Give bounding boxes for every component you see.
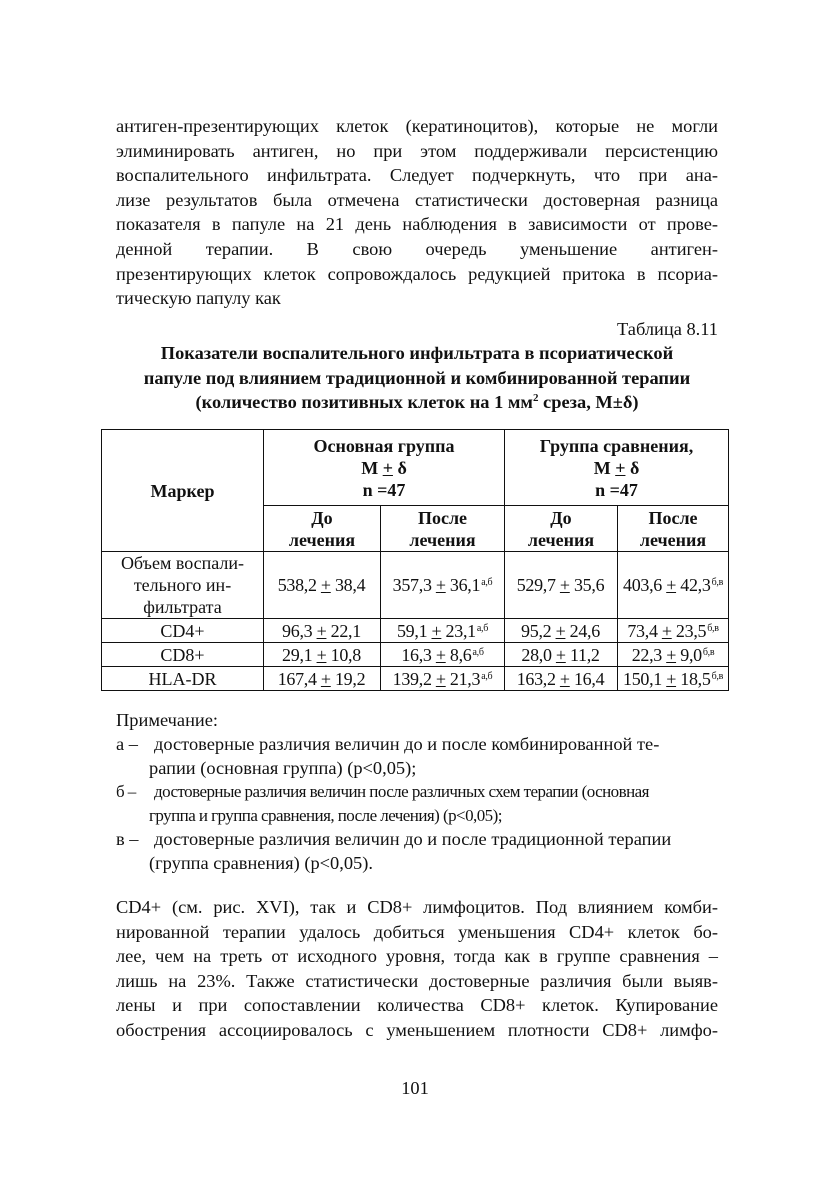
plus-minus: +: [555, 620, 566, 641]
paragraph-line: нированной терапии удалось добиться уменьшения CD4+ клеток бо-: [116, 921, 718, 942]
deviation-value: 24,6: [565, 620, 600, 641]
table-row: [102, 643, 729, 667]
paragraph-line: показателя в папуле на 21 день наблюдения в зависимости от прове-: [116, 214, 718, 235]
subheader-line: До: [311, 507, 333, 528]
group2-before-header: [505, 506, 618, 552]
table-title-text: (количество позитивных клеток на 1 мм: [195, 392, 533, 413]
mean-value: 167,4: [277, 668, 321, 689]
mean-value: 73,4: [627, 620, 662, 641]
table-notes: [116, 709, 720, 876]
top-paragraph: [116, 114, 718, 311]
paragraph-line: лизе результатов была отмечена статистически достоверная разница: [116, 189, 718, 210]
value-cell: [505, 619, 618, 643]
table-row: [102, 552, 729, 619]
deviation-value: 42,3: [676, 575, 711, 595]
note-letter: б –: [116, 782, 136, 802]
group2-stat: [505, 457, 728, 479]
subheader-line: лечения: [639, 529, 707, 550]
plus-minus: +: [431, 620, 442, 641]
group1-before-header: [264, 506, 381, 552]
note-text: достоверные различия величин после различных схем терапии (основная: [154, 782, 649, 802]
value-cell: [264, 643, 381, 667]
deviation-value: 19,2: [330, 668, 366, 689]
significance-mark: б,в: [711, 577, 723, 588]
note-text: достоверные различия величин до и после традиционной терапии: [154, 828, 672, 849]
deviation-value: 16,4: [569, 668, 605, 689]
plus-minus: +: [316, 644, 327, 665]
plus-minus: +: [559, 668, 570, 689]
group1-header: [264, 430, 505, 506]
notes-heading: Примечание:: [116, 710, 219, 730]
paragraph-line: лее, чем на треть от исходного уровня, тогда как в группе сравнения –: [116, 946, 718, 967]
stat-text: δ: [392, 457, 407, 478]
stat-text: M: [593, 457, 616, 478]
plus-minus: +: [320, 668, 331, 689]
value-cell: [381, 643, 505, 667]
note-text: рапии (основная группа) (p<0,05);: [149, 757, 417, 778]
results-table: [101, 429, 729, 691]
value-cell: [381, 552, 505, 619]
deviation-value: 22,1: [326, 620, 361, 641]
significance-mark: а,б: [472, 646, 484, 658]
marker-line: тельного ин-: [133, 575, 232, 595]
value-cell: [381, 619, 505, 643]
mean-value: 357,3: [392, 575, 436, 595]
mean-value: 529,7: [516, 575, 560, 595]
mean-value: 28,0: [521, 644, 556, 665]
mean-value: 96,3: [282, 620, 317, 641]
value-cell: [505, 667, 618, 691]
paragraph-line: лишь на 23%. Также статистически достоверные различия были выяв-: [116, 970, 718, 991]
group1-after-header: [381, 506, 505, 552]
plus-minus: +: [666, 668, 677, 689]
mean-value: 95,2: [521, 620, 556, 641]
deviation-value: 18,5: [676, 668, 711, 689]
plus-minus: +: [382, 457, 393, 478]
paragraph-line: воспалительного инфильтрата. Следует подчеркнуть, что при ана-: [116, 165, 718, 186]
group1-name: Основная группа: [313, 435, 455, 456]
note-text: достоверные различия величин до и после комбинированной те-: [154, 733, 660, 754]
paragraph-line: презентирующих клеток сопровождалось редукцией притока в псориа-: [116, 263, 718, 284]
plus-minus: +: [559, 575, 570, 595]
table-row: [102, 619, 729, 643]
mean-value: 59,1: [396, 620, 432, 641]
group2-name: Группа сравнения,: [539, 435, 694, 456]
mean-value: 538,2: [277, 575, 321, 595]
table-title-line: [116, 390, 718, 415]
bottom-paragraph: [116, 895, 718, 1043]
deviation-value: 10,8: [326, 644, 361, 665]
marker-cell: CD8+: [102, 643, 264, 667]
group2-header: [505, 430, 729, 506]
paragraph-line: обострения ассоциировалось с уменьшением плотности CD8+ лимфо-: [116, 1019, 718, 1040]
deviation-value: 36,1: [445, 575, 481, 595]
value-cell: [618, 643, 729, 667]
mean-value: 29,1: [282, 644, 317, 665]
significance-mark: а,б: [476, 622, 489, 634]
page-number: 101: [401, 1078, 429, 1098]
value-cell: [618, 667, 729, 691]
value-cell: [264, 667, 381, 691]
table-title: [116, 341, 718, 415]
note-item: [116, 780, 720, 804]
deviation-value: 8,6: [445, 644, 472, 665]
significance-mark: б,в: [711, 670, 723, 682]
value-cell: [505, 643, 618, 667]
plus-minus: +: [555, 644, 566, 665]
header-row: [102, 430, 729, 506]
marker-line: фильтрата: [143, 597, 222, 617]
plus-minus: +: [666, 644, 677, 665]
plus-minus: +: [661, 620, 672, 641]
subheader-line: До: [550, 507, 572, 528]
paragraph-line: антиген-презентирующих клеток (кератиноцитов), которые не могли: [116, 116, 718, 136]
group2-after-header: [618, 506, 729, 552]
paragraph-line: тическую папулу как: [116, 288, 281, 309]
significance-mark: а,б: [481, 670, 493, 682]
table-title-line: папуле под влиянием традиционной и комбинированной терапии: [143, 367, 691, 388]
mean-value: 150,1: [623, 668, 667, 689]
plus-minus: +: [666, 575, 677, 595]
group1-n: n =47: [362, 479, 406, 500]
significance-mark: б,в: [702, 646, 715, 658]
subheader-line: лечения: [288, 529, 356, 550]
paragraph-line: элиминировать антиген, но при этом поддерживали персистенцию: [116, 140, 718, 161]
marker-header: Маркер: [102, 430, 264, 552]
value-cell: [381, 667, 505, 691]
paragraph-line: денной терапии. В свою очередь уменьшение антиген-: [116, 238, 718, 259]
significance-mark: б,в: [707, 622, 719, 634]
value-cell: [264, 552, 381, 619]
superscript-2: 2: [532, 392, 539, 405]
plus-minus: +: [615, 457, 626, 478]
subheader-line: лечения: [527, 529, 595, 550]
mean-value: 22,3: [631, 644, 667, 665]
paragraph-line: CD4+ (см. рис. XVI), так и CD8+ лимфоцитов. Под влиянием комби-: [116, 897, 718, 917]
mean-value: 16,3: [401, 644, 436, 665]
deviation-value: 21,3: [445, 668, 481, 689]
table-title-text: среза, M±δ): [538, 392, 639, 413]
note-text: группа и группа сравнения, после лечения) (p<0,05);: [149, 806, 502, 826]
mean-value: 139,2: [392, 668, 436, 689]
mean-value: 163,2: [516, 668, 560, 689]
deviation-value: 9,0: [676, 644, 702, 665]
paragraph-line: лены и при сопоставлении количества CD8+ клеток. Купирование: [116, 995, 718, 1016]
note-item: [116, 733, 720, 757]
marker-cell: [102, 552, 264, 619]
table-number: Таблица 8.11: [617, 319, 718, 339]
value-cell: [264, 619, 381, 643]
stat-text: M: [361, 457, 383, 478]
significance-mark: а,б: [481, 577, 493, 588]
plus-minus: +: [435, 644, 446, 665]
note-letter: а –: [116, 733, 138, 754]
subheader-line: После: [648, 507, 698, 528]
plus-minus: +: [316, 620, 327, 641]
deviation-value: 23,5: [671, 620, 707, 641]
deviation-value: 11,2: [565, 644, 600, 665]
note-letter: в –: [116, 828, 139, 849]
mean-value: 403,6: [623, 575, 667, 595]
deviation-value: 23,1: [441, 620, 476, 641]
marker-line: Объем воспали-: [120, 553, 245, 573]
table-title-line: Показатели воспалительного инфильтрата в псориатической: [160, 343, 674, 363]
plus-minus: +: [435, 575, 446, 595]
group1-stat: [264, 457, 504, 479]
value-cell: [618, 552, 729, 619]
group2-n: n =47: [595, 479, 638, 500]
note-item: [116, 828, 720, 852]
subheader-line: После: [417, 507, 468, 528]
note-text: (группа сравнения) (p<0,05).: [149, 852, 373, 873]
stat-text: δ: [625, 457, 640, 478]
value-cell: [618, 619, 729, 643]
deviation-value: 38,4: [330, 575, 366, 595]
table-row: [102, 667, 729, 691]
marker-cell: CD4+: [102, 619, 264, 643]
marker-cell: HLA-DR: [102, 667, 264, 691]
subheader-line: лечения: [409, 529, 476, 550]
plus-minus: +: [435, 668, 446, 689]
deviation-value: 35,6: [569, 575, 605, 595]
value-cell: [505, 552, 618, 619]
plus-minus: +: [320, 575, 331, 595]
